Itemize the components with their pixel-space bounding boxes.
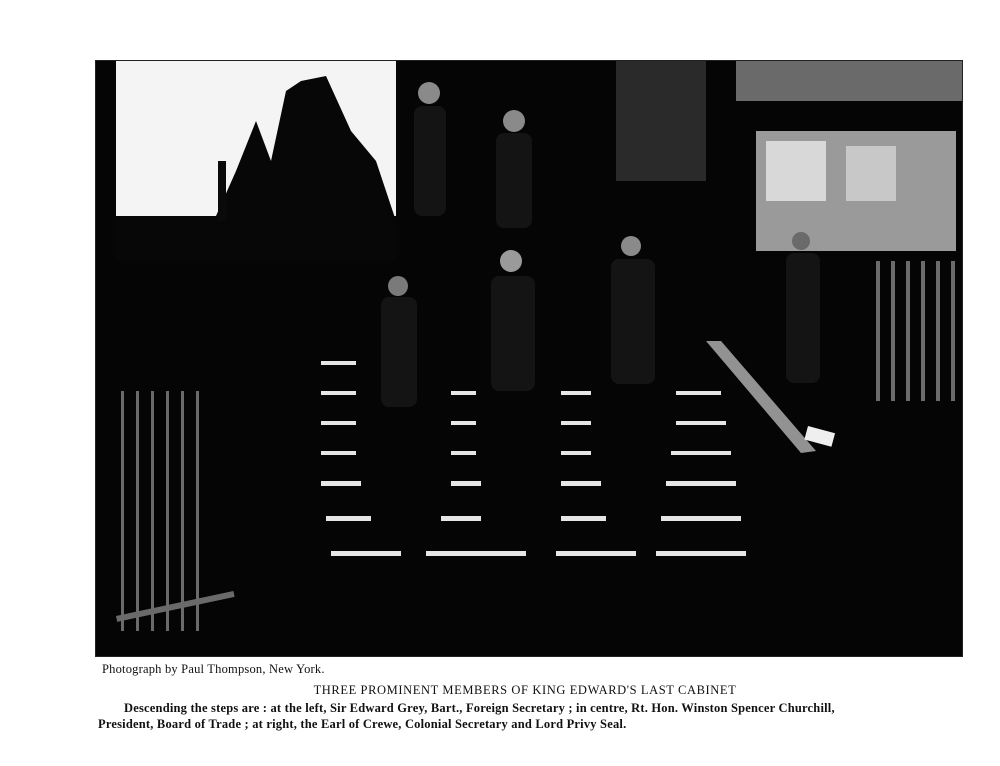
caption-headline: THREE PROMINENT MEMBERS OF KING EDWARD'S LAST CABINET [313,683,737,697]
caption-line-2: President, Board of Trade ; at right, the Earl of Crewe, Colonial Secretary and Lord Privy Seal. [98,717,627,731]
chimney [218,161,226,221]
facade-column [616,61,706,181]
facade-top [736,61,962,101]
cabinet-photograph [95,60,963,657]
caption-line-1: Descending the steps are : at the left, Sir Edward Grey, Bart., Foreign Secretary ; in centre, Rt. Hon. Winston Spencer Churchill, [124,701,835,715]
right-railing [876,261,955,401]
photograph-image [96,61,962,656]
figures [381,82,820,407]
facade-window [846,146,896,201]
facade-window [766,141,826,201]
left-railing [116,391,235,631]
photo-credit: Photograph by Paul Thompson, New York. [102,662,325,676]
